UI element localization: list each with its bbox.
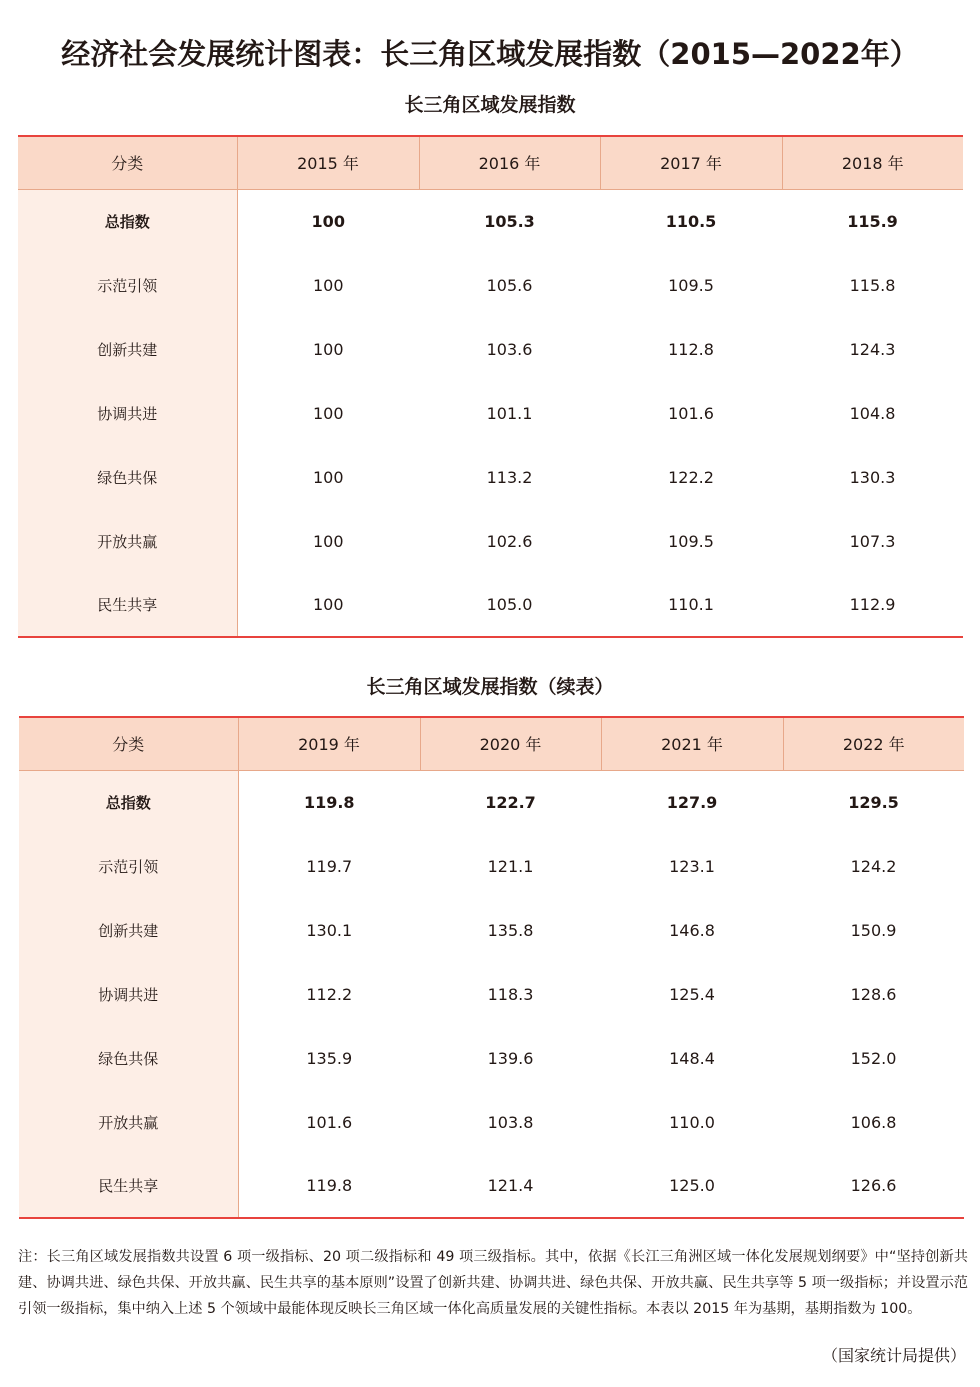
category-cell: 开放共赢	[19, 1090, 238, 1154]
page-title: 经济社会发展统计图表：长三角区域发展指数（2015—2022年）	[61, 37, 919, 71]
table1-header-category: 分类	[18, 136, 237, 189]
value-cell: 110.0	[669, 1112, 715, 1132]
table-row	[19, 1090, 964, 1154]
value-cell: 124.2	[850, 856, 897, 876]
table-row	[19, 1154, 964, 1218]
value-cell: 135.8	[487, 920, 534, 940]
value-cell: 107.3	[849, 531, 896, 551]
value-cell: 109.5	[668, 275, 714, 295]
value-cell: 104.8	[849, 403, 896, 423]
value-cell: 129.5	[848, 792, 899, 812]
table-row	[19, 770, 964, 834]
value-cell: 101.6	[306, 1112, 353, 1132]
value-cell: 102.6	[486, 531, 533, 551]
value-cell: 103.6	[486, 339, 533, 359]
value-cell: 127.9	[666, 792, 718, 812]
category-cell: 协调共进	[18, 381, 237, 445]
table2-header-year: 2022 年	[783, 717, 964, 770]
value-cell: 115.8	[849, 275, 896, 295]
table2-header-category: 分类	[19, 717, 238, 770]
value-cell: 121.1	[487, 856, 534, 876]
table1-header-row	[18, 136, 963, 189]
category-cell: 绿色共保	[19, 1026, 238, 1090]
value-cell: 100	[311, 211, 345, 231]
value-cell: 123.1	[669, 856, 715, 876]
value-cell: 106.8	[850, 1112, 897, 1132]
table-row	[18, 253, 963, 317]
category-cell: 示范引领	[19, 834, 238, 898]
source-credit: （国家统计局提供）	[821, 1346, 966, 1365]
category-cell: 民生共享	[18, 573, 237, 637]
category-cell: 开放共赢	[18, 509, 237, 573]
value-cell: 124.3	[849, 339, 896, 359]
value-cell: 122.2	[668, 467, 714, 487]
value-cell: 135.9	[306, 1048, 353, 1068]
category-cell: 绿色共保	[18, 445, 237, 509]
value-cell: 121.4	[420, 1154, 601, 1218]
table1-header-year: 2017 年	[600, 136, 782, 189]
table1-header-year: 2015 年	[237, 136, 419, 189]
value-cell: 139.6	[487, 1048, 534, 1068]
value-cell: 109.5	[668, 531, 714, 551]
table2-header-year: 2021 年	[601, 717, 783, 770]
table-row	[19, 1026, 964, 1090]
value-cell: 112.8	[668, 339, 714, 359]
table2-header-year: 2019 年	[238, 717, 420, 770]
category-cell: 总指数	[18, 189, 237, 253]
table2-caption: 长三角区域发展指数（续表）	[366, 676, 614, 698]
category-cell: 创新共建	[18, 317, 237, 381]
value-cell: 118.3	[487, 984, 534, 1004]
footnote: 注：长三角区域发展指数共设置 6 项一级指标、20 项二级指标和 49 项三级指标。其中，依据《长江三角洲区域一体化发展规划纲要》中“坚持创新共建、协调共进、绿色共保、开放共赢、民生共享的基本原则”设置了创新共建、协调共进、绿色共保、开放共赢、民生共享等 5 项一级指标；并设置示范引领一级指标，集中纳入上述 5 个领域中最能体现反映长三角区域一体化高质量发展的关键性指标。本表以 2015 年为基期，基期指数为 100。	[18, 1249, 968, 1317]
table-row	[18, 189, 963, 253]
value-cell: 100	[312, 403, 344, 423]
value-cell: 100	[312, 275, 344, 295]
table1-header-year: 2016 年	[419, 136, 600, 189]
category-cell: 创新共建	[19, 898, 238, 962]
index-table-2015-2018	[18, 135, 963, 638]
value-cell: 115.9	[847, 211, 898, 231]
value-cell: 103.8	[487, 1112, 534, 1132]
value-cell: 105.6	[486, 275, 533, 295]
category-cell: 民生共享	[19, 1154, 238, 1218]
value-cell: 152.0	[850, 1048, 897, 1068]
table-row	[19, 834, 964, 898]
value-cell: 125.4	[669, 984, 715, 1004]
value-cell: 105.0	[419, 573, 600, 637]
value-cell: 100	[312, 467, 344, 487]
table-row	[18, 317, 963, 381]
value-cell: 128.6	[850, 984, 897, 1004]
value-cell: 119.8	[303, 792, 355, 812]
value-cell: 110.1	[600, 573, 782, 637]
category-cell: 协调共进	[19, 962, 238, 1026]
value-cell: 150.9	[850, 920, 897, 940]
table1-header-year: 2018 年	[782, 136, 963, 189]
value-cell: 101.1	[486, 403, 533, 423]
index-table-2019-2022	[19, 716, 964, 1219]
table-row	[19, 898, 964, 962]
value-cell: 126.6	[783, 1154, 964, 1218]
value-cell: 105.3	[484, 211, 535, 231]
table-row	[18, 573, 963, 637]
value-cell: 100	[312, 531, 344, 551]
value-cell: 112.9	[782, 573, 963, 637]
table2-header-row	[19, 717, 964, 770]
table-row	[18, 445, 963, 509]
value-cell: 130.3	[849, 467, 896, 487]
table1-caption: 长三角区域发展指数	[404, 94, 576, 116]
value-cell: 100	[237, 573, 419, 637]
value-cell: 146.8	[669, 920, 715, 940]
value-cell: 119.8	[238, 1154, 420, 1218]
value-cell: 119.7	[306, 856, 353, 876]
table2-header-year: 2020 年	[420, 717, 601, 770]
category-cell: 示范引领	[18, 253, 237, 317]
value-cell: 110.5	[665, 211, 717, 231]
table-row	[18, 509, 963, 573]
value-cell: 148.4	[669, 1048, 715, 1068]
value-cell: 130.1	[306, 920, 353, 940]
value-cell: 125.0	[601, 1154, 783, 1218]
value-cell: 113.2	[486, 467, 533, 487]
value-cell: 112.2	[306, 984, 353, 1004]
value-cell: 122.7	[485, 792, 536, 812]
value-cell: 100	[312, 339, 344, 359]
table-row	[18, 381, 963, 445]
category-cell: 总指数	[19, 770, 238, 834]
value-cell: 101.6	[668, 403, 714, 423]
table-row	[19, 962, 964, 1026]
